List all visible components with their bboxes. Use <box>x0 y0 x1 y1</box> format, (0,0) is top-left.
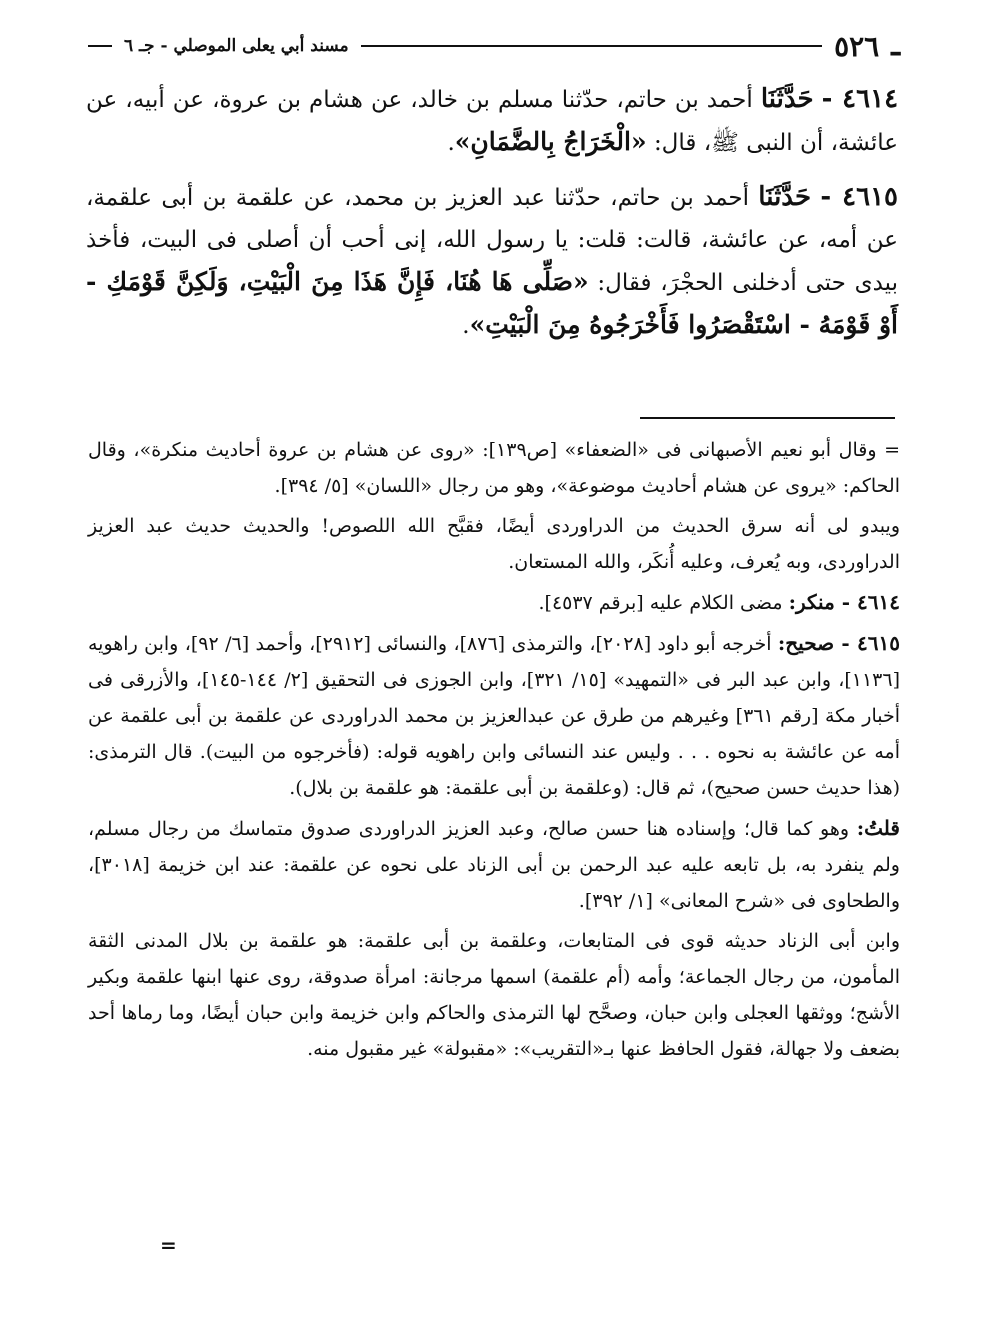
header-rule-left <box>88 45 112 47</box>
hadith-number: ٤٦١٤ - <box>821 84 899 114</box>
hadith-body <box>86 78 898 359</box>
hadith-end: . <box>462 313 470 339</box>
footnote-text: = وقال أبو نعيم الأصبهانى فى «الضعفاء» [ص١٣٩]: «روى عن هشام بن عروة أحاديث منكرة»، وقال الحاكم: «يروى عن هشام أحاديث موضوعة»، وهو من رجال «اللسان» [٥/ ٣٩٤]. <box>88 439 901 497</box>
header-rule <box>361 45 822 47</box>
footnote-text: مضى الكلام عليه [برقم ٤٥٣٧]. <box>538 592 783 614</box>
footnotes <box>88 432 900 1071</box>
hadith-4614 <box>86 78 898 164</box>
continuation-marker: = <box>160 1233 177 1257</box>
footnote-label: قلتُ: <box>856 816 900 840</box>
hadith-chain: أحمد بن حاتم، حدّثنا عبد العزيز بن محمد، عن علقمة بن أبى علقمة، عن أمه، عن عائشة، قالت: قلت: يا رسول الله، إنى أحب أن أصلى فى البيت، فأخذ بيدى حتى أدخلنى الحجْرَ، فقال: <box>86 185 898 296</box>
footnote-paragraph <box>88 432 900 504</box>
footnote-paragraph <box>88 508 900 580</box>
footnote-paragraph <box>88 923 900 1067</box>
narration-word: حَدَّثَنَا <box>758 182 812 212</box>
page-header <box>88 22 900 70</box>
footnote-text: ويبدو لى أنه سرق الحديث من الدراوردى أيضًا، فقبَّح الله اللصوص! والحديث حديث عبد العزيز الدراوردى، وبه يُعرف، وعليه أُنكَر، والله المستعان. <box>88 515 900 573</box>
footnote-4615 <box>88 625 900 806</box>
hadith-4615 <box>86 176 898 347</box>
hadith-matn: «الْخَرَاجُ بِالضَّمَانِ» <box>454 127 647 156</box>
book-title: مسند أبي يعلى الموصلي - جـ ٦ <box>124 36 349 56</box>
hadith-chain: أحمد بن حاتم، حدّثنا مسلم بن خالد، عن هشام بن عروة، عن أبيه، عن عائشة، أن النبى ﷺ، قال: <box>86 87 898 156</box>
footnote-label: ٤٦١٥ - صحيح: <box>777 631 900 655</box>
hadith-end: . <box>447 130 455 156</box>
page-number: ٥٢٦ <box>834 29 880 63</box>
footnote-text: وابن أبى الزناد حديثه قوى فى المتابعات، وعلقمة بن أبى علقمة: هو علقمة بن بلال المدنى الثقة المأمون، من رجال الجماعة؛ وأمه (أم علقمة) اسمها مرجانة: امرأة صدوقة، روى عنها ابنها علقمة وبكير الأشج؛ ووثقها العجلى وابن حبان، وصحَّح لها الترمذى والحاكم وابن خزيمة وابن حبان أيضًا، وما رماها أحد بضعف ولا جهالة، فقول الحافظ عنها بـ«التقريب»: «مقبولة» غير مقبول منه. <box>88 930 900 1060</box>
footnote-separator <box>640 417 895 419</box>
narration-word: حَدَّثَنَا <box>760 84 814 114</box>
footnote-text: وهو كما قال؛ وإسناده هنا حسن صالح، وعبد العزيز الدراوردى صدوق متماسك من رجال مسلم، ولم ينفرد به، بل تابعه عليه عبد الرحمن بن أبى الزناد على نحوه عن علقمة: عند ابن خزيمة [٣٠١٨]، والطحاوى فى «شرح المعانى» [١/ ٣٩٢]. <box>88 818 900 912</box>
hadith-number: ٤٦١٥ - <box>820 182 899 212</box>
footnote-4614 <box>88 584 900 621</box>
footnote-comment <box>88 810 900 919</box>
footnote-text: أخرجه أبو داود [٢٠٢٨]، والترمذى [٨٧٦]، والنسائى [٢٩١٢]، وأحمد [٦/ ٩٢]، وابن راهويه [١١٣٦]، وابن عبد البر فى «التمهيد» [١٥/ ٣٢١]، وابن الجوزى فى التحقيق [٢/ ١٤٤-١٤٥]، والأزرقى فى أخبار مكة [رقم ٣٦١] وغيرهم من طرق عن عبدالعزيز بن محمد الدراوردى عن علقمة بن أبى علقمة عن أمه عن عائشة به نحوه . . . وليس عند النسائى وابن راهويه قوله: (فأخرجوه من البيت). قال الترمذى: (هذا حديث حسن صحيح)، ثم قال: (وعلقمة بن أبى علقمة: هو علقمة بن بلال). <box>88 633 900 799</box>
header-dash-right: ـ <box>891 28 900 63</box>
footnote-label: ٤٦١٤ - منكر: <box>788 590 900 614</box>
hadith-matn: «صَلِّى هَا هُنَا، فَإِنَّ هَذَا مِنَ الْبَيْتِ، وَلَكِنَّ قَوْمَكِ - أَوْ قَوْمَهُ - اسْتَقْصَرُوا فَأَخْرَجُوهُ مِنَ الْبَيْتِ» <box>86 267 898 339</box>
